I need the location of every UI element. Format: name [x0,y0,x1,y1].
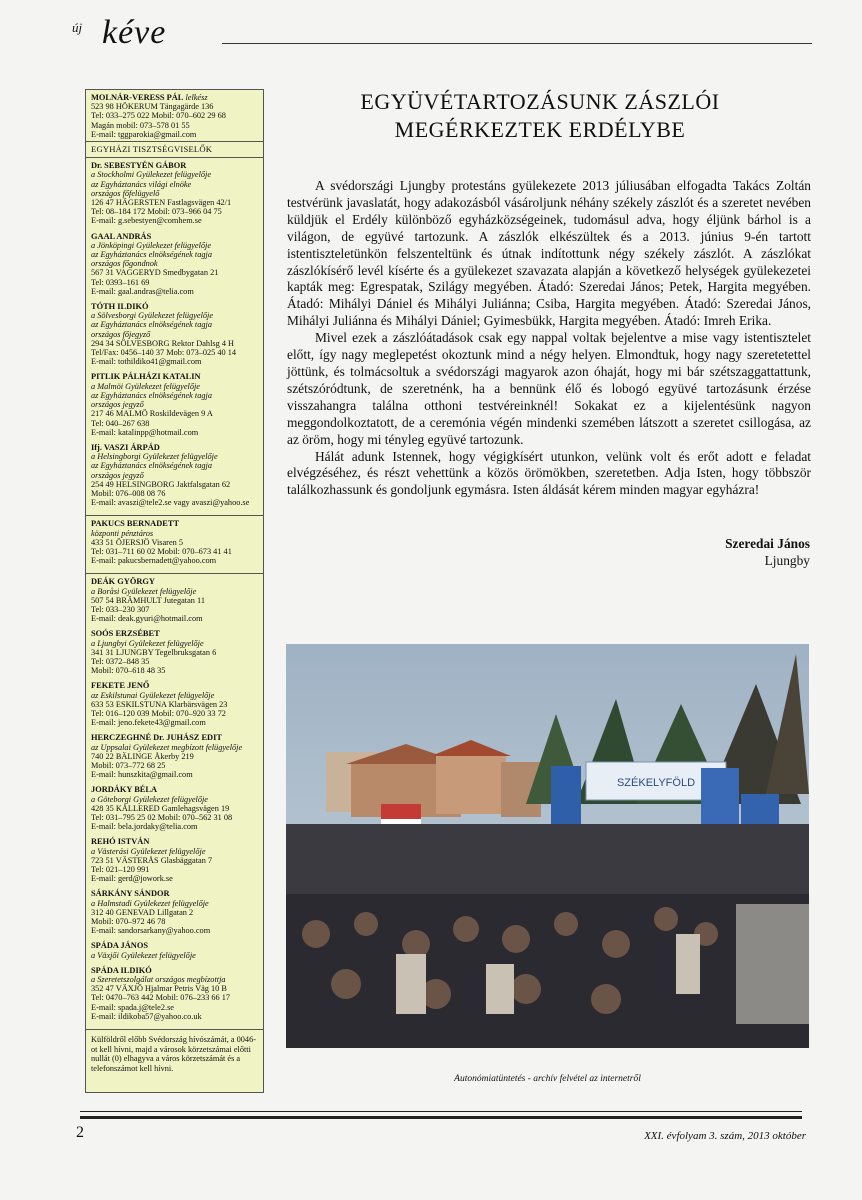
contact-line: E-mail: jeno.fekete43@gmail.com [91,718,206,728]
contacts-sidebar [85,89,264,1093]
contact-name: PITLIK PÁLHÁZI KATALIN [91,372,201,382]
contact-name: SOÓS ERZSÉBET [91,629,160,639]
contact-line: E-mail: gerd@jowork.se [91,874,173,884]
contact-entry [91,302,258,366]
contact-line: Tel: 08–184 172 Mobil: 073–966 04 75 [91,207,222,217]
contact-entry [91,889,258,935]
contact-line: E-mail: g.sebestyen@comhem.se [91,216,202,226]
contact-name: TÓTH ILDIKÓ [91,302,149,312]
article-signature [560,536,810,570]
contact-entry [91,785,258,831]
contact-name: SPÁDA ILDIKÓ [91,965,152,975]
contact-entry [91,837,258,883]
rally-photo [286,644,809,1048]
contact-name: FEKETE JENŐ [91,681,150,691]
contact-line: 428 35 KÅLLERED Gamlehagsvägen 19 [91,803,230,813]
contact-role: a Sölvesborgi Gyülekezet felügyelője [91,311,214,321]
contact-line: 312 40 GENEVAD Lillgatan 2 [91,907,194,917]
pastor-role: lelkész [185,93,208,102]
headline-line: EGYÜVÉTARTOZÁSUNK ZÁSZLÓI [360,89,720,114]
contact-role: az Egyháztanács elnökségének tagja [91,461,212,471]
contact-role: országos jegyző [91,400,144,410]
contact-role: az Eskilstunai Gyülekezet felügyelője [91,690,215,700]
contact-role: a Helsingborgi Gyülekezet felügyelője [91,452,218,462]
contact-line: Tel: 031–795 25 02 Mobil: 070–562 31 08 [91,813,233,823]
contact-entry [91,232,258,296]
contact-line: Tel: 0372–848 35 [91,656,150,666]
contact-line: 567 31 VAGGERYD Smedbygatan 21 [91,268,219,278]
officials-heading: EGYHÁZI TISZTSÉGVISELŐK [86,142,263,158]
masthead-prefix: új [72,20,83,35]
contact-role: a Göteborgi Gyülekezet felügyelője [91,794,208,804]
contact-role: a Stockholmi Gyülekezet felügyelője [91,170,212,180]
contact-line: 352 47 VÄXJÖ Hjalmar Petris Väg 10 B [91,984,227,994]
contact-line: E-mail: pakucsbernadett@yahoo.com [91,556,217,566]
contact-role: a Växjői Gyülekezet felügyelője [91,950,196,960]
issue-info: XXI. évfolyam 3. szám, 2013 október [644,1130,806,1142]
article-headline [300,88,780,144]
contact-line: 341 31 LJUNGBY Tegelbruksgatan 6 [91,647,217,657]
page-number: 2 [76,1124,84,1141]
contact-line: Tel: 0393–161 69 [91,277,150,287]
footer-rule [80,1111,802,1112]
article-paragraph: A svédországi Ljungby protestáns gyülekezete 2013 júliusában elfogadta Takács Zoltán testvérünk javaslatát, hogy adakozásból vásároljunk néhány székely zászlót és a szeretet nevében küldjük el Erdély különböző egyházközségeinek, tudomásul adva, hogy éljünk bárhol is a világon, de együvé tartozunk. A zászlók elkészültek és a 2013. június 9-én tartott istentiszteletünkön felszenteltünk és útnak indítottunk négy székely zászlót. A zászlókat zászlókísérő levél kísérte és a gyülekezet szavazata alapján a következő helységek gyülekezetei kapták meg: Egrespatak, Szilágy megyében. Átadó: Szeredai János; Petek, Hargita megyében. Átadó: Mihályi Dániel és Mihályi Juliánna; Csiba, Hargita megyében. Átadó: Szeredai János, Mihályi Juliánna és Mihályi Dániel; Gyimesbükk, Hargita megyében. Átadó: Imreh Erika. [287,178,811,329]
contact-line: 507 54 BRÄMHULT Jutegatan 11 [91,595,206,605]
contact-line: E-mail: tothildiko41@gmail.com [91,357,202,367]
contact-line: 217 46 MALMÖ Roskildevägen 9 A [91,409,213,419]
contact-name: Dr. SEBESTYÉN GÁBOR [91,161,187,171]
contact-role: a Halmstadi Gyülekezet felügyelője [91,898,209,908]
treasurer-block [86,516,263,574]
contact-role: a Jönköpingi Gyülekezet felügyelője [91,240,212,250]
contact-line: 294 34 SÖLVESBORG Rektor Dahlsg 4 H [91,338,235,348]
contact-entry [91,577,258,623]
contact-role: az Egyháztanács elnökségének tagja [91,390,212,400]
contact-role: a Malmöi Gyülekezet felügyelője [91,381,200,391]
contact-line: 126 47 HÄGERSTEN Fastlagsvägen 42/1 [91,198,232,208]
contact-role: országos főfelügyelő [91,188,160,198]
contact-line: Tel: 0470–763 442 Mobil: 076–233 66 17 [91,993,231,1003]
contact-line: E-mail: deak.gyuri@hotmail.com [91,614,203,624]
contact-line: Mobil: 076–008 08 76 [91,488,166,498]
banner-text: SZÉKELYFÖLD [616,777,696,789]
rally-photo-image [286,644,809,1048]
contact-role: országos jegyző [91,470,144,480]
contact-role: a Boråsi Gyülekezet felügyelője [91,586,197,596]
contact-line: Tel: 033–230 307 [91,604,150,614]
contact-entry [91,372,258,436]
contact-line: Mobil: 070–618 48 35 [91,666,166,676]
contact-line: E-mail: spada.j@tele2.se [91,1002,174,1012]
contact-line: E-mail: ildikoba57@yahoo.co.uk [91,1011,202,1021]
contact-entry [91,629,258,675]
masthead [72,12,812,52]
contact-name: REHÓ ISTVÁN [91,837,150,847]
contact-role: központi pénztáros [91,528,154,538]
headline-line: MEGÉRKEZTEK ERDÉLYBE [394,117,686,142]
article-paragraph: Hálát adunk Istennek, hogy végigkísért utunkon, velünk volt és erőt adott e feladat elvégzéséhez, és részt vehettünk a közös örömökben, szeretetben. Adja Isten, hogy többször találkozhassunk és gondoljunk egymásra. Isten áldását kérem minden magyar egyházra! [287,448,811,498]
contact-role: az Egyháztanács elnökségének tagja [91,320,212,330]
contact-role: országos főjegyző [91,329,151,339]
contact-entry [91,966,258,1021]
pastor-block [86,90,263,142]
contact-role: az Egyháztanács világi elnöke [91,179,192,189]
contact-name: HERCZEGHNÉ Dr. JUHÁSZ EDIT [91,733,222,743]
contact-line: Tel: 021–120 991 [91,865,150,875]
contact-role: az Egyháztanács elnökségének tagja [91,250,212,260]
contact-role: a Szeretetszolgálat országos megbízottja [91,975,226,985]
contact-line: E-mail: avaszi@tele2.se vagy avaszi@yahoo.se [91,498,250,508]
contact-line: 740 22 BÄLINGE Åkerby 219 [91,751,194,761]
contact-line: Mobil: 073–772 68 25 [91,761,166,770]
contact-line: E-mail: sandorsarkany@yahoo.com [91,926,211,936]
contact-line: E-mail: katalinpp@hotmail.com [91,427,199,437]
contact-line: 433 51 ÖJERSJÖ Visaren 5 [91,537,183,547]
contact-entry [91,941,258,959]
contact-role: a Västerási Gyülekezet felügyelője [91,846,206,856]
supervisors-group [86,574,263,1030]
contact-line: 254 49 HELSINGBORG Jaktfalsgatan 62 [91,479,231,489]
contact-line: 723 51 VÄSTERÅS Glasbäggatan 7 [91,855,213,865]
contact-name: DEÁK GYÖRGY [91,577,155,587]
dialing-note: Külföldről előbb Svédország hívószámát, a 0046-ot kell hívni, majd a városok körzetszámai előtti nullát (0) elhagyva a város körzetszámát és a telefonszámot kell hívni. [91,1035,256,1073]
signature-name: Szeredai János [725,536,810,551]
contact-name: Ifj. VASZI ÁRPÁD [91,442,160,452]
contact-line: Tel: 031–711 60 02 Mobil: 070–673 41 41 [91,546,232,556]
contact-line: E-mail: gaal.andras@telia.com [91,286,194,296]
contact-name: JORDÁKY BÉLA [91,785,157,795]
contact-line: Tel: 040–267 638 [91,418,150,428]
contact-entry [91,519,258,565]
footer-rule-thick [80,1116,802,1119]
pastor-name: MOLNÁR-VERESS PÁL [91,93,184,102]
contact-entry [91,443,258,507]
article-paragraph: Mivel ezek a zászlóátadások csak egy nappal voltak bejelentve a mise vagy istentisztelet előtt, így nagy meglepetést okoztunk mind a négy helyen. Elmondtuk, hogy nagy szeretetettel jöttünk, és tolmácsoltuk a svédországi magyarok azon óhaját, hogy mi bár szétszaggattattunk, szétszóródtunk, de szeretnénk, ha a bennünk élő és lobogó együvé tartozásunk érzése visszahangra találna otthoni testvéreinknél! Sokakat ez a kijelentésünk nagyon meggondolkoztatott, de a ceremónia végén mindenki szemében látszott a szeretet csillogása, az az öröm, hogy mi tényleg együvé tartozunk. [287,330,811,447]
contact-line: E-mail: bela.jordaky@telia.com [91,822,198,832]
contact-name: GAAL ANDRÁS [91,231,152,241]
pastor-line: 523 98 HÖKERUM Tängagärde 136 [91,102,214,112]
contact-name: PAKUCS BERNADETT [91,519,180,529]
contact-name: SÁRKÁNY SÁNDOR [91,889,170,899]
contact-line: Tel/Fax: 0456–140 37 Mob: 073–025 40 14 [91,348,237,358]
signature-place: Ljungby [764,552,810,568]
masthead-title: kéve [102,14,167,51]
masthead-rule [222,43,812,44]
contact-line: E-mail: hunszkita@gmail.com [91,770,193,780]
contact-line: Mobil: 070–972 46 78 [91,917,166,927]
contact-entry [91,161,258,225]
photo-caption: Autonómiatüntetés - archív felvétel az internetről [454,1074,641,1084]
contact-line: Tel: 016–120 039 Mobil: 070–920 33 72 [91,708,226,718]
pastor-line: E-mail: tggparokia@gmail.com [91,129,197,139]
contact-entry [91,681,258,727]
contact-role: az Uppsalai Gyülekezet megbízott felügyelője [91,742,243,752]
contact-name: SPÁDA JÁNOS [91,941,149,951]
contact-role: országos főgondnok [91,259,158,269]
pastor-line: Tel: 033–275 022 Mobil: 070–602 29 68 [91,111,226,121]
officials-group [86,158,263,516]
pastor-line: Magán mobil: 073–578 01 55 [91,120,190,130]
article-body [287,178,811,499]
contact-line: 633 53 ESKILSTUNA Klarbärsvägen 23 [91,699,228,709]
contact-entry [91,733,258,779]
contact-role: a Ljungbyi Gyülekezet felügyelője [91,638,204,648]
